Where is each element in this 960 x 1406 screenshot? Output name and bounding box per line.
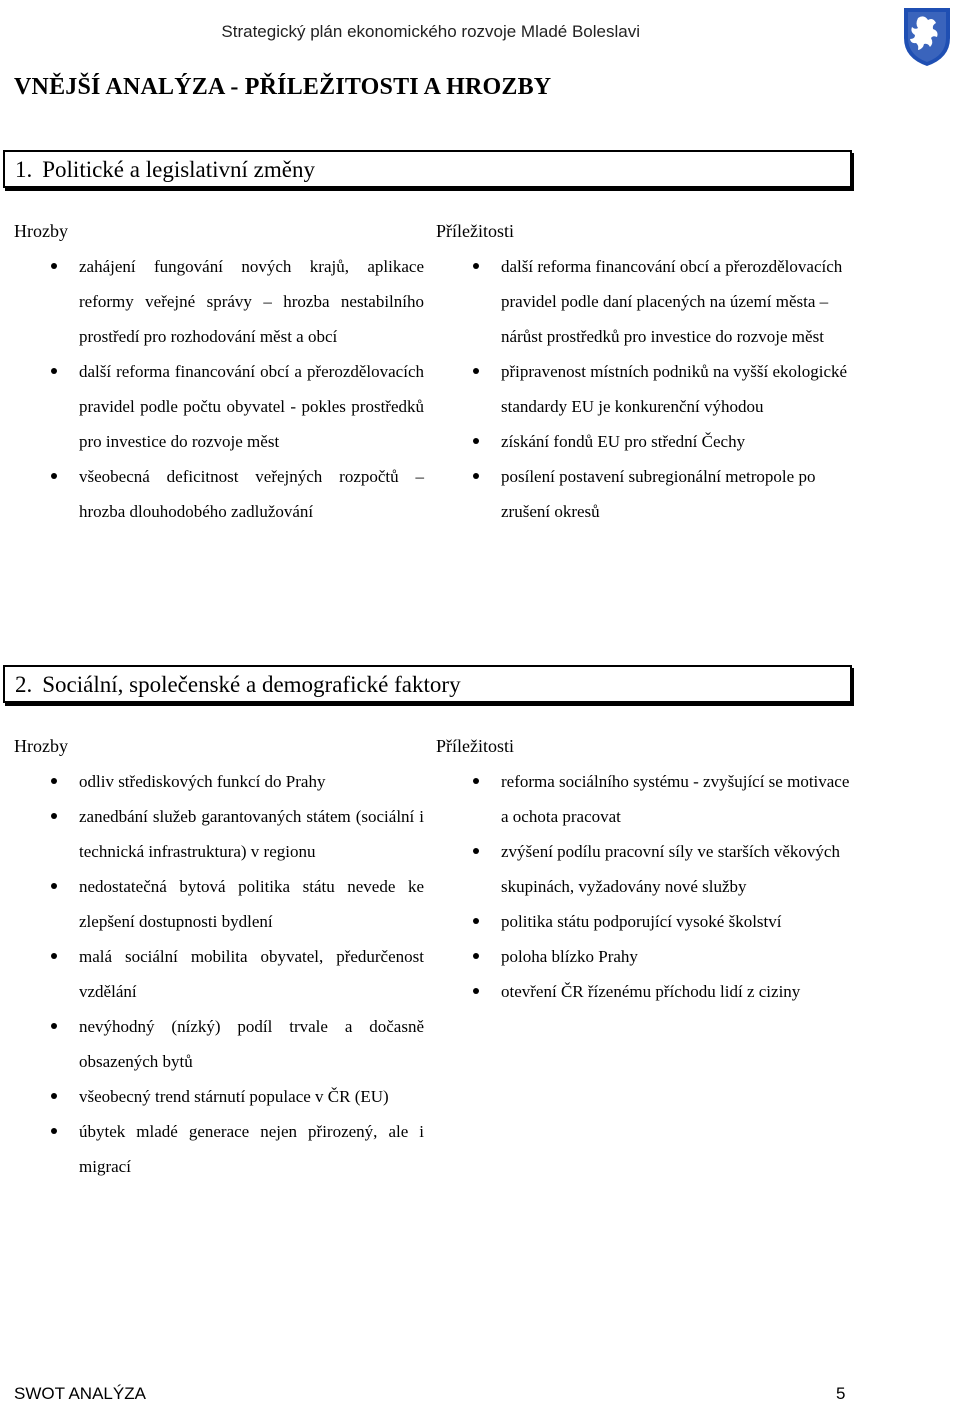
list-item: zahájení fungování nových krajů, aplikace reformy veřejné správy – hrozba nestabilního prostředí pro rozhodování měst a obcí (14, 249, 424, 354)
opportunities-column-1 (436, 216, 856, 529)
list-item: další reforma financování obcí a přerozdělovacích pravidel podle daní placených na území města – nárůst prostředků pro investice do rozvoje měst (436, 249, 856, 354)
list-item: zanedbání služeb garantovaných státem (sociální i technická infrastruktura) v regionu (14, 799, 424, 869)
list-item: malá sociální mobilita obyvatel, předurčenost vzdělání (14, 939, 424, 1009)
list-item: připravenost místních podniků na vyšší ekologické standardy EU je konkurenční výhodou (436, 354, 856, 424)
section-heading-1 (3, 150, 852, 188)
footer-label: SWOT ANALÝZA (14, 1384, 146, 1403)
section-title: Politické a legislativní změny (42, 157, 315, 182)
section-number: 2. (15, 672, 33, 697)
list-item: všeobecný trend stárnutí populace v ČR (EU) (14, 1079, 424, 1114)
section-number: 1. (15, 157, 33, 182)
threats-heading: Hrozby (14, 736, 68, 756)
section-title: Sociální, společenské a demografické faktory (42, 672, 461, 697)
list-item: poloha blízko Prahy (436, 939, 856, 974)
lion-crest-icon (900, 4, 954, 68)
list-item: nevýhodný (nízký) podíl trvale a dočasně obsazených bytů (14, 1009, 424, 1079)
section-heading-2 (3, 665, 852, 703)
opportunities-heading: Příležitosti (436, 221, 514, 241)
list-item: úbytek mladé generace nejen přirozený, ale i migrací (14, 1114, 424, 1184)
threats-column-2 (14, 731, 424, 1184)
threats-heading: Hrozby (14, 221, 68, 241)
header-title: Strategický plán ekonomického rozvoje Mladé Boleslavi (221, 22, 640, 41)
threats-column-1 (14, 216, 424, 529)
list-item: další reforma financování obcí a přerozdělovacích pravidel podle počtu obyvatel - pokles prostředků pro investice do rozvoje měst (14, 354, 424, 459)
list-item: otevření ČR řízenému příchodu lidí z ciziny (436, 974, 856, 1009)
list-item: reforma sociálního systému - zvyšující se motivace a ochota pracovat (436, 764, 856, 834)
list-item: odliv střediskových funkcí do Prahy (14, 764, 424, 799)
opportunities-heading: Příležitosti (436, 736, 514, 756)
list-item: posílení postavení subregionální metropole po zrušení okresů (436, 459, 856, 529)
list-item: zvýšení podílu pracovní síly ve starších věkových skupinách, vyžadovány nové služby (436, 834, 856, 904)
page-title: VNĚJŠÍ ANALÝZA - PŘÍLEŽITOSTI A HROZBY (14, 74, 552, 100)
list-item: získání fondů EU pro střední Čechy (436, 424, 856, 459)
list-item: nedostatečná bytová politika státu nevede ke zlepšení dostupnosti bydlení (14, 869, 424, 939)
list-item: všeobecná deficitnost veřejných rozpočtů – hrozba dlouhodobého zadlužování (14, 459, 424, 529)
page-number: 5 (836, 1384, 846, 1403)
opportunities-column-2 (436, 731, 856, 1009)
list-item: politika státu podporující vysoké školství (436, 904, 856, 939)
